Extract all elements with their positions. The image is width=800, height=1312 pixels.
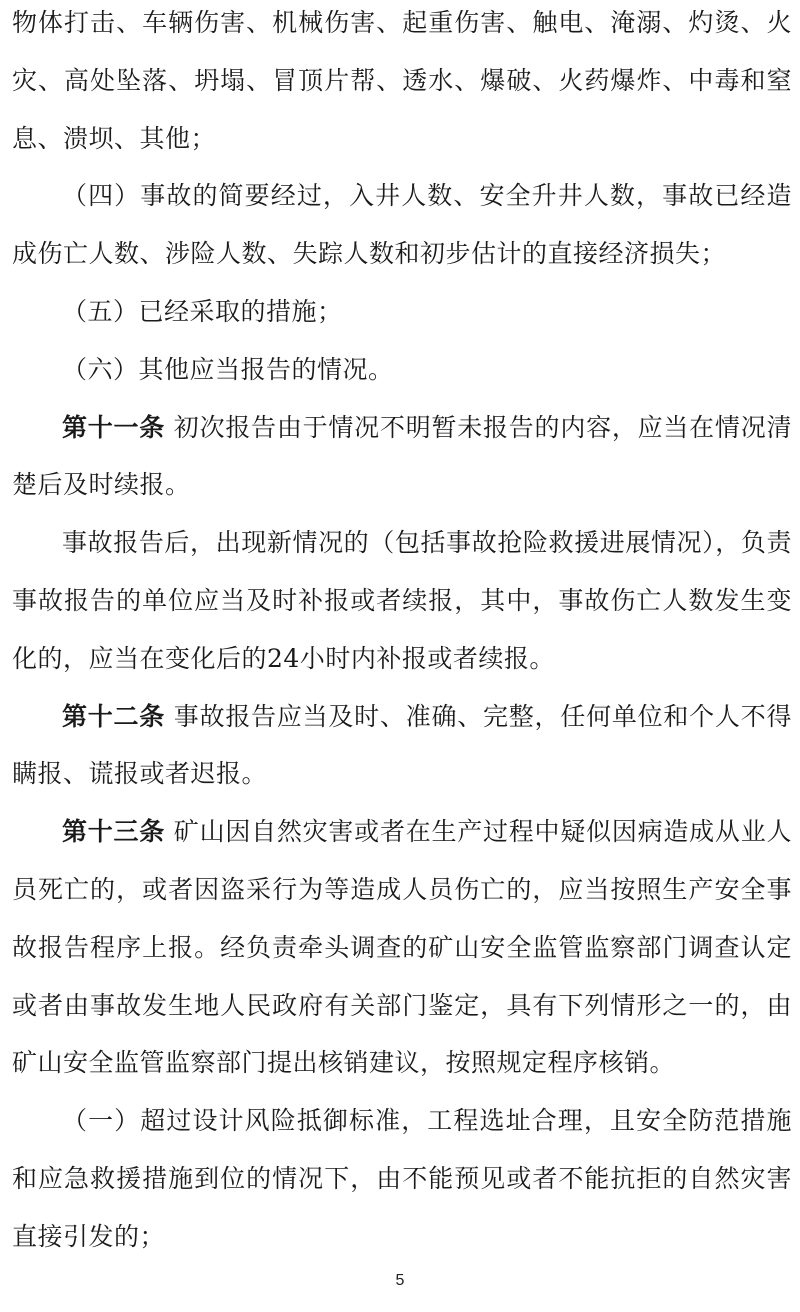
paragraph-supplementary-report bbox=[12, 514, 792, 687]
paragraph-text: （一）超过设计风险抵御标准，工程选址合理，且安全防范措施和应急救援措施到位的情况下，由不能预见或者不能抗拒的自然灾害直接引发的； bbox=[12, 1106, 792, 1251]
paragraph-text: 事故报告后，出现新情况的（包括事故抢险救援进展情况），负责事故报告的单位应当及时补报或者续报，其中，事故伤亡人数发生变化的，应当在变化后的24小时内补报或者续报。 bbox=[12, 528, 792, 673]
paragraph-item-5 bbox=[12, 283, 792, 341]
paragraph-item-4 bbox=[12, 167, 792, 283]
paragraph-text: 物体打击、车辆伤害、机械伤害、起重伤害、触电、淹溺、灼烫、火灾、高处坠落、坍塌、冒顶片帮、透水、爆破、火药爆炸、中毒和窒息、溃坝、其他； bbox=[12, 8, 792, 153]
article-12 bbox=[12, 688, 792, 804]
paragraph-text: （四）事故的简要经过，入井人数、安全升井人数，事故已经造成伤亡人数、涉险人数、失踪人数和初步估计的直接经济损失； bbox=[12, 181, 792, 269]
paragraph-text: 事故报告应当及时、准确、完整，任何单位和个人不得瞒报、谎报或者迟报。 bbox=[12, 701, 792, 789]
article-number: 第十一条 bbox=[62, 412, 166, 442]
paragraph-accident-types bbox=[12, 0, 792, 167]
page-number: 5 bbox=[395, 1272, 405, 1289]
paragraph-item-6 bbox=[12, 341, 792, 399]
document-body bbox=[12, 0, 792, 1266]
article-11 bbox=[12, 399, 792, 515]
paragraph-text: （六）其他应当报告的情况。 bbox=[62, 354, 394, 384]
article-number: 第十二条 bbox=[62, 701, 166, 731]
article-13 bbox=[12, 803, 792, 1092]
paragraph-item-1 bbox=[12, 1092, 792, 1265]
paragraph-text: （五）已经采取的措施； bbox=[62, 296, 343, 326]
article-number: 第十三条 bbox=[62, 817, 166, 847]
paragraph-text: 初次报告由于情况不明暂未报告的内容，应当在情况清楚后及时续报。 bbox=[12, 412, 792, 500]
paragraph-text: 矿山因自然灾害或者在生产过程中疑似因病造成从业人员死亡的，或者因盗采行为等造成人员伤亡的，应当按照生产安全事故报告程序上报。经负责牵头调查的矿山安全监管监察部门调查认定或者由事故发生地人民政府有关部门鉴定，具有下列情形之一的，由矿山安全监管监察部门提出核销建议，按照规定程序核销。 bbox=[12, 817, 792, 1078]
